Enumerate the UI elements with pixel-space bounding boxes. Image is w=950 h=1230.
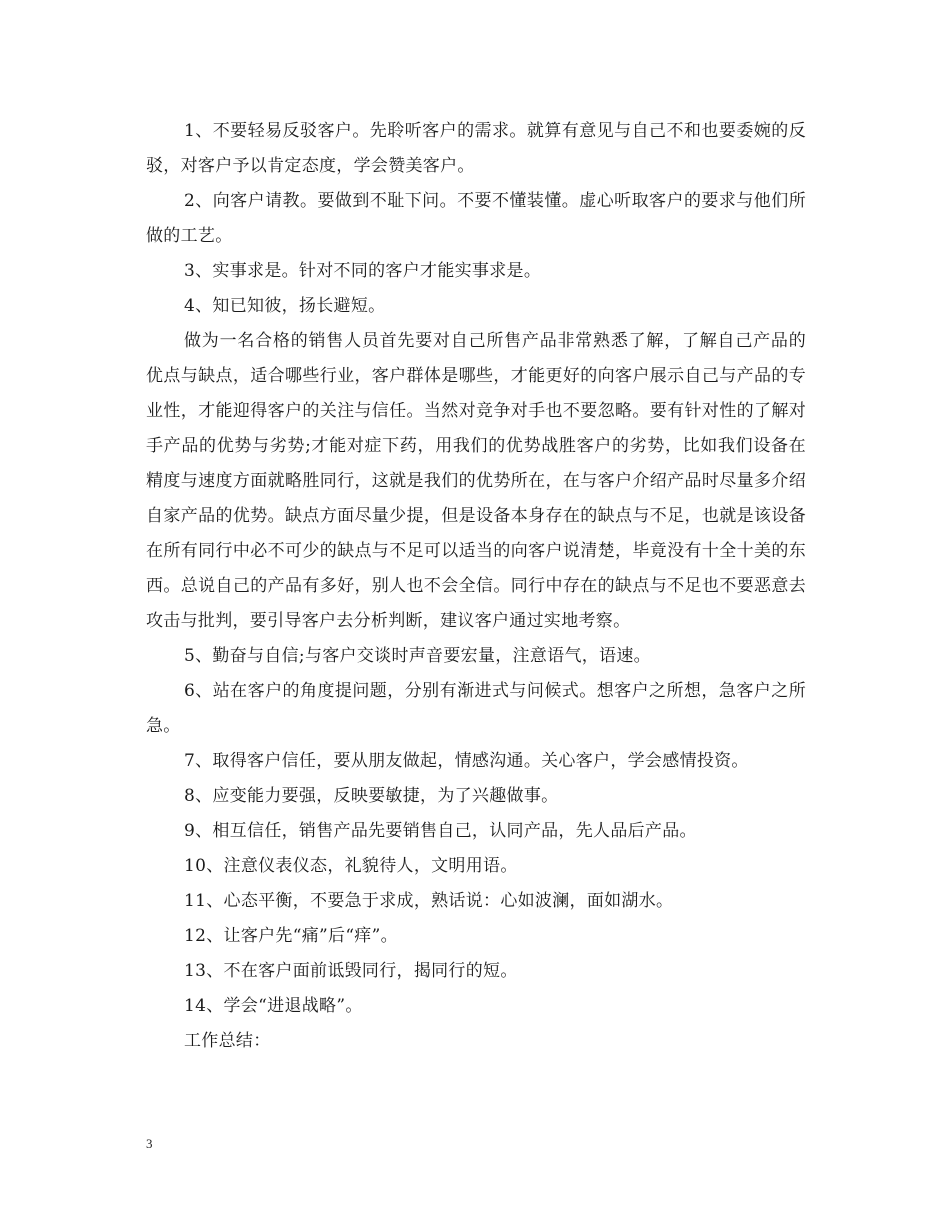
paragraph-work-summary: 工作总结：	[184, 1031, 271, 1051]
paragraph-item-10: 10、注意仪表仪态，礼貌待人，文明用语。	[184, 856, 518, 876]
paragraph-item-1: 1、不要轻易反驳客户。先聆听客户的需求。就算有意见与自己不和也要委婉的反驳，对客户予以肯定态度，学会赞美客户。	[146, 121, 806, 176]
paragraph-item-7: 7、取得客户信任，要从朋友做起，情感沟通。关心客户，学会感情投资。	[184, 751, 749, 771]
document-body	[146, 114, 806, 1059]
paragraph-item-9: 9、相互信任，销售产品先要销售自己，认同产品，先人品后产品。	[184, 821, 697, 841]
paragraph-product-knowledge: 做为一名合格的销售人员首先要对自己所售产品非常熟悉了解，了解自己产品的优点与缺点，适合哪些行业，客户群体是哪些，才能更好的向客户展示自己与产品的专业性，才能迎得客户的关注与信任。当然对竞争对手也不要忽略。要有针对性的了解对手产品的优势与劣势;才能对症下药，用我们的优势战胜客户的劣势，比如我们设备在精度与速度方面就略胜同行，这就是我们的优势所在，在与客户介绍产品时尽量多介绍自家产品的优势。缺点方面尽量少提，但是设备本身存在的缺点与不足，也就是该设备在所有同行中必不可少的缺点与不足可以适当的向客户说清楚，毕竟没有十全十美的东西。总说自己的产品有多好，别人也不会全信。同行中存在的缺点与不足也不要恶意去攻击与批判，要引导客户去分析判断，建议客户通过实地考察。	[146, 331, 806, 631]
paragraph-item-2: 2、向客户请教。要做到不耻下问。不要不懂装懂。虚心听取客户的要求与他们所做的工艺。	[146, 191, 806, 246]
page-number: 3	[146, 1136, 153, 1151]
paragraph-item-8: 8、应变能力要强，反映要敏捷，为了兴趣做事。	[184, 786, 559, 806]
paragraph-item-12: 12、让客户先“痛”后“痒”。	[184, 926, 398, 946]
paragraph-item-3: 3、实事求是。针对不同的客户才能实事求是。	[184, 261, 542, 281]
paragraph-item-14: 14、学会“进退战略”。	[184, 996, 363, 1016]
paragraph-item-5: 5、勤奋与自信;与客户交谈时声音要宏量，注意语气，语速。	[184, 646, 651, 666]
paragraph-item-11: 11、心态平衡，不要急于求成，熟话说：心如波澜，面如湖水。	[184, 891, 674, 911]
paragraph-item-6: 6、站在客户的角度提问题，分别有渐进式与问候式。想客户之所想，急客户之所急。	[146, 681, 806, 736]
paragraph-item-4: 4、知已知彼，扬长避短。	[184, 296, 386, 316]
paragraph-item-13: 13、不在客户面前诋毁同行，揭同行的短。	[184, 961, 518, 981]
